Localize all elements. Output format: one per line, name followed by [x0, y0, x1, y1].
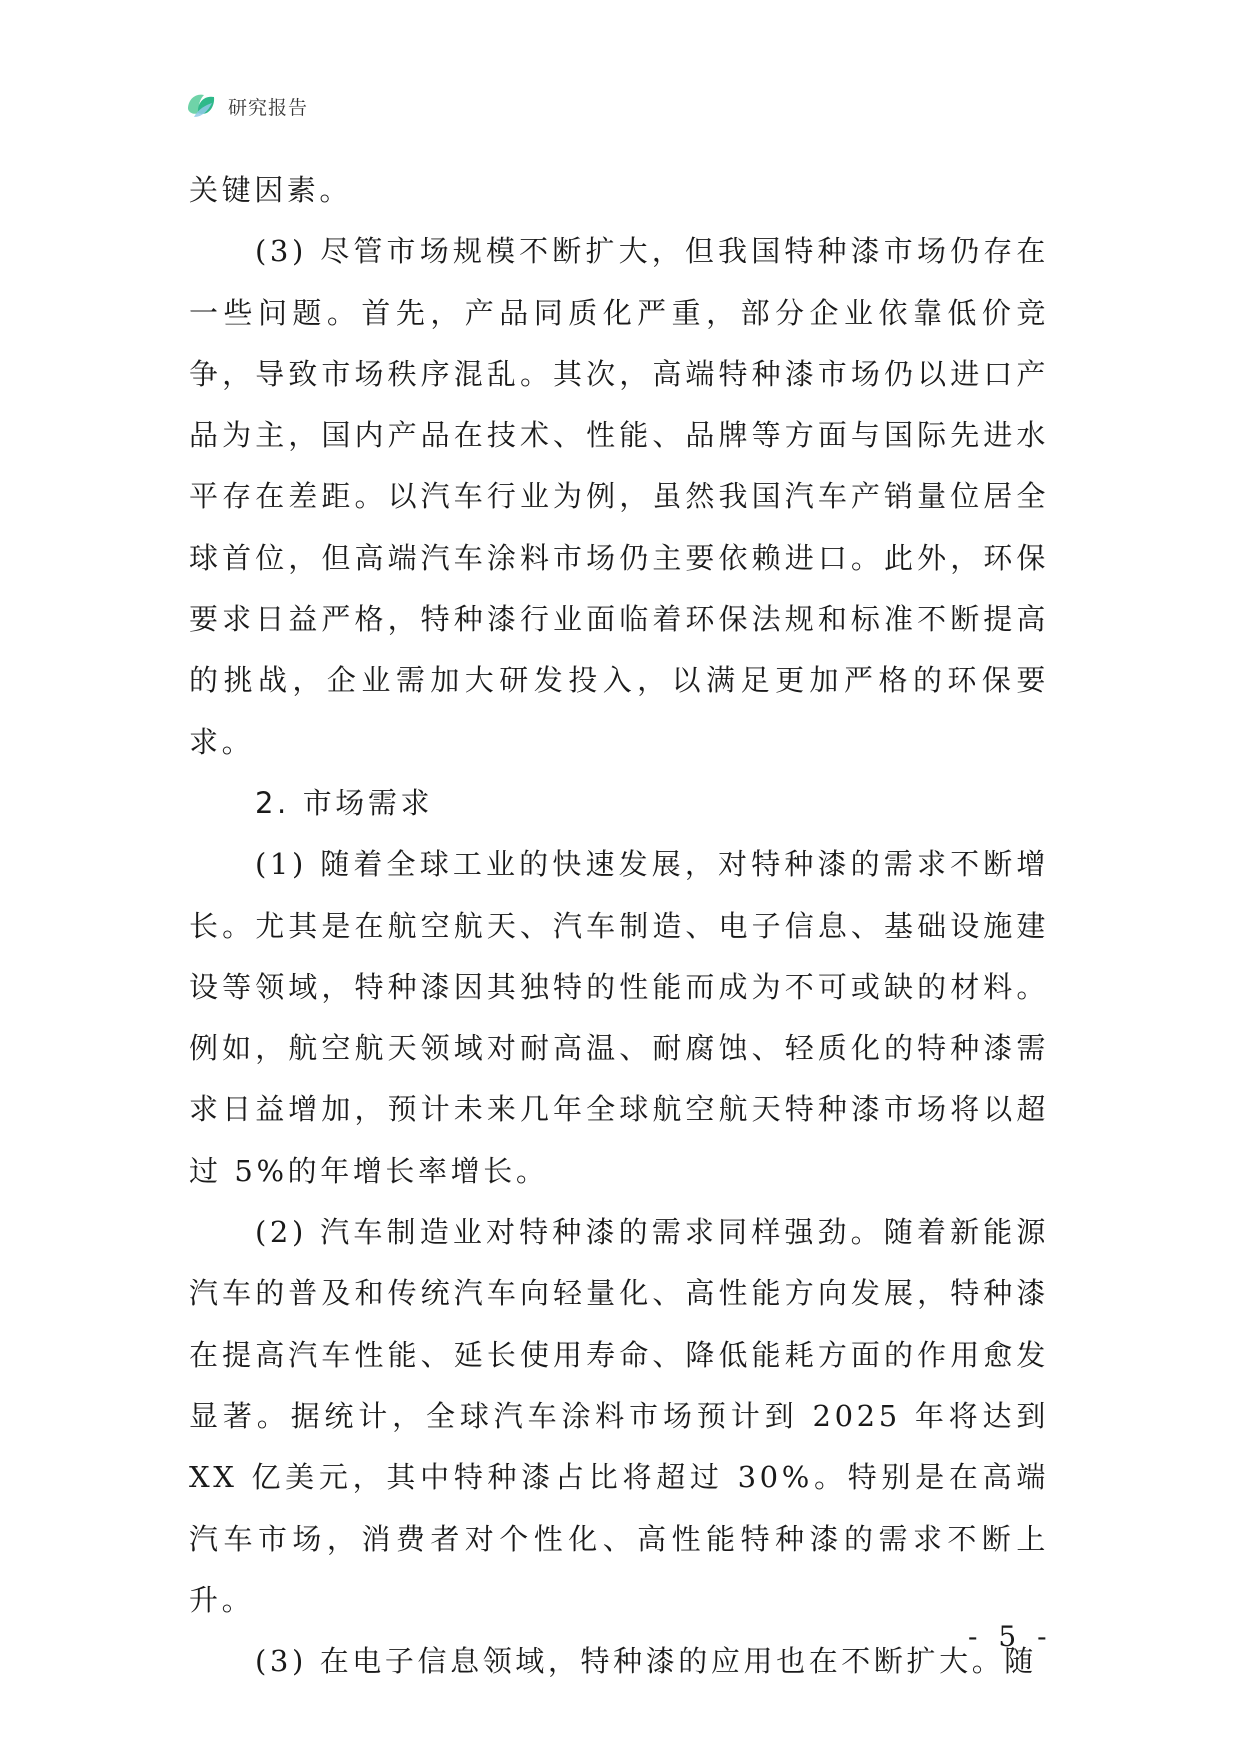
section-number: 2. [255, 785, 290, 820]
section-title: 市场需求 [302, 785, 434, 820]
paragraph-continuation: 关键因素。 [189, 173, 353, 207]
paragraph: (3) 尽管市场规模不断扩大，但我国特种漆市场仍存在一些问题。首先，产品同质化严重，部分企业依靠低价竞争，导致市场秩序混乱。其次，高端特种漆市场仍以进口产品为主，国内产品在技术、性能、品牌等方面与国际先进水平存在差距。以汽车行业为例，虽然我国汽车产销量位居全球首位，但高端汽车涂料市场仍主要依赖进口。此外，环保要求日益严格，特种漆行业面临着环保法规和标准不断提高的挑战，企业需加大研发投入，以满足更加严格的环保要求。 [189, 234, 1049, 759]
section-heading [189, 773, 1049, 834]
page-number: - 5 - [968, 1620, 1053, 1653]
header-title: 研究报告 [228, 96, 309, 119]
document-body [189, 160, 1049, 1692]
paragraph: (1) 随着全球工业的快速发展，对特种漆的需求不断增长。尤其是在航空航天、汽车制造、电子信息、基础设施建设等领域，特种漆因其独特的性能而成为不可或缺的材料。例如，航空航天领域对耐高温、耐腐蚀、轻质化的特种漆需求日益增加，预计未来几年全球航空航天特种漆市场将以超过 5%的年增长率增长。 [189, 847, 1049, 1188]
paragraph: (3) 在电子信息领域，特种漆的应用也在不断扩大。随 [255, 1644, 1037, 1679]
page-header [184, 86, 308, 126]
paragraph: (2) 汽车制造业对特种漆的需求同样强劲。随着新能源汽车的普及和传统汽车向轻量化、高性能方向发展，特种漆在提高汽车性能、延长使用寿命、降低能耗方面的作用愈发显著。据统计，全球汽车涂料市场预计到 2025 年将达到 XX 亿美元，其中特种漆占比将超过 30%。特别是在高端汽车市场，消费者对个性化、高性能特种漆的需求不断上升。 [189, 1215, 1049, 1617]
leaf-logo-icon [184, 89, 218, 123]
